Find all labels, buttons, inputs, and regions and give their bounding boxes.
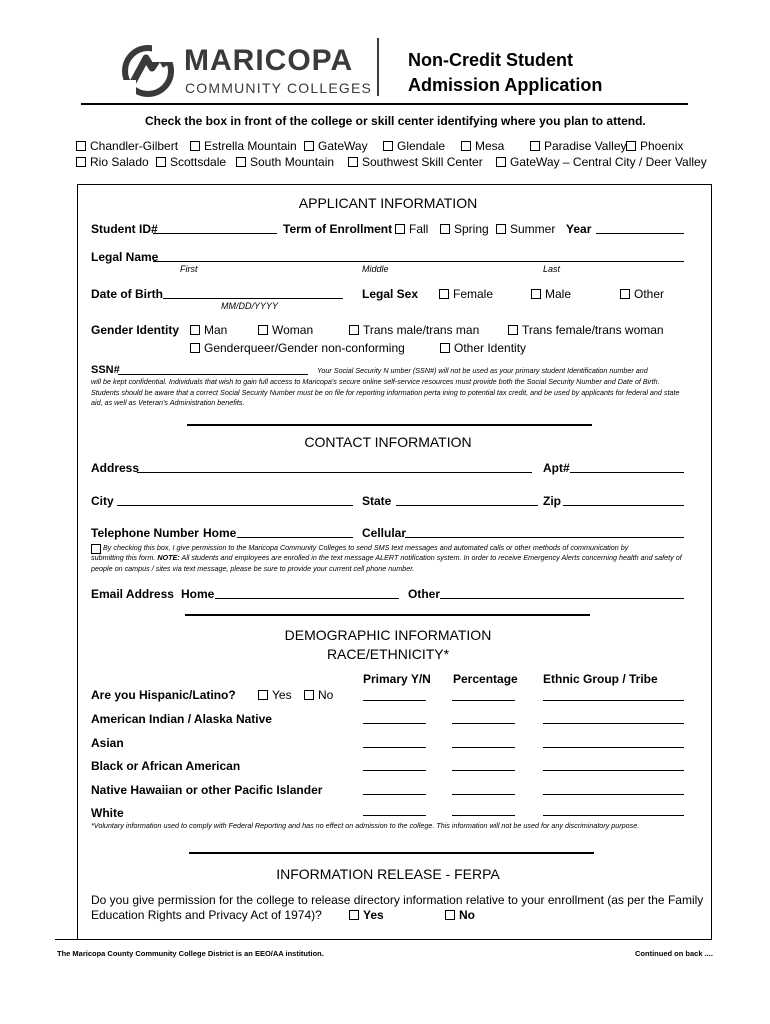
term-summer[interactable]: Summer (496, 222, 555, 236)
college-southwest-skill-center[interactable]: Southwest Skill Center (348, 155, 483, 169)
race-primary-field[interactable] (363, 815, 426, 816)
col-percentage: Percentage (453, 672, 518, 686)
checkbox-icon[interactable] (440, 343, 450, 353)
city-label: City (91, 494, 114, 508)
legal-name-field[interactable] (153, 261, 684, 262)
checkbox-icon[interactable] (156, 157, 166, 167)
checkbox-icon[interactable] (440, 224, 450, 234)
gender-trans-male[interactable]: Trans male/trans man (349, 323, 479, 337)
zip-field[interactable] (563, 505, 684, 506)
dob-format-caption: MM/DD/YYYY (221, 301, 279, 311)
header-divider (377, 38, 379, 96)
contact-demographic-divider (185, 614, 590, 616)
state-label: State (362, 494, 392, 508)
legal-name-label: Legal Name (91, 250, 159, 264)
college-chandler-gilbert[interactable]: Chandler-Gilbert (76, 139, 178, 153)
college-rio-salado[interactable]: Rio Salado (76, 155, 149, 169)
first-name-caption: First (180, 264, 198, 274)
college-south-mountain[interactable]: South Mountain (236, 155, 334, 169)
checkbox-icon[interactable] (395, 224, 405, 234)
checkbox-icon[interactable] (190, 325, 200, 335)
dob-field[interactable] (163, 298, 343, 299)
college-gateway[interactable]: GateWay (304, 139, 368, 153)
telephone-label: Telephone Number (91, 526, 199, 540)
col-ethnic: Ethnic Group / Tribe (543, 672, 658, 686)
sms-note-2: submitting this form. NOTE: All students and employees are enrolled in the text message ALERT notification system. In order to receive Emergency Alerts concerning health and safety of people on campus / sites via text message, please be sure to provide your current cell phone number. (91, 553, 682, 573)
apt-label: Apt# (543, 461, 570, 475)
checkbox-icon[interactable] (258, 690, 268, 700)
ferpa-question-line2: Education Rights and Privacy Act of 1974)? (91, 908, 322, 922)
footer-continued: Continued on back .... (635, 949, 713, 958)
checkbox-icon[interactable] (190, 141, 200, 151)
demographic-footnote: *Voluntary information used to comply with Federal Reporting and has no effect on admission to the college. This information will not be used for any discriminatory purpose. (91, 821, 640, 830)
hispanic-ethnic-field[interactable] (543, 700, 684, 701)
applicant-contact-divider (187, 424, 592, 426)
last-name-caption: Last (543, 264, 561, 274)
race-white: White (91, 806, 124, 820)
demographic-ferpa-divider (189, 852, 594, 854)
term-fall[interactable]: Fall (395, 222, 428, 236)
checkbox-icon[interactable] (439, 289, 449, 299)
address-label: Address (91, 461, 140, 475)
college-estrella-mountain[interactable]: Estrella Mountain (190, 139, 297, 153)
email-home-label: Home (181, 587, 215, 601)
race-asian: Asian (91, 736, 124, 750)
race-ethnicity-heading: RACE/ETHNICITY* (326, 646, 450, 662)
race-black: Black or African American (91, 759, 241, 773)
race-ethnic-field[interactable] (543, 794, 684, 795)
race-ethnic-field[interactable] (543, 747, 684, 748)
hispanic-primary-field[interactable] (363, 700, 426, 701)
telephone-home-field[interactable] (237, 537, 353, 538)
college-gateway-central-city[interactable]: GateWay – Central City / Deer Valley (496, 155, 707, 169)
cellular-label: Cellular (362, 526, 407, 540)
ferpa-no[interactable]: No (445, 908, 475, 922)
gender-identity-label: Gender Identity (91, 323, 180, 337)
checkbox-icon[interactable] (348, 157, 358, 167)
col-primary: Primary Y/N (363, 672, 431, 686)
college-scottsdale[interactable]: Scottsdale (156, 155, 226, 169)
race-ethnic-field[interactable] (543, 770, 684, 771)
hispanic-yes[interactable]: Yes (258, 688, 292, 702)
checkbox-icon[interactable] (76, 157, 86, 167)
checkbox-icon[interactable] (304, 141, 314, 151)
demographic-heading: DEMOGRAPHIC INFORMATION (284, 627, 492, 643)
checkbox-icon[interactable] (349, 325, 359, 335)
header-rule (81, 103, 688, 105)
email-other-field[interactable] (440, 598, 684, 599)
checkbox-icon[interactable] (530, 141, 540, 151)
form-title-line1: Non-Credit Student (408, 50, 573, 70)
email-label: Email Address (91, 587, 174, 601)
year-label: Year (566, 222, 592, 236)
race-ethnic-field[interactable] (543, 723, 684, 724)
student-id-label: Student ID# (91, 222, 158, 236)
checkbox-icon[interactable] (496, 157, 506, 167)
contact-heading: CONTACT INFORMATION (304, 434, 472, 450)
zip-label: Zip (543, 494, 561, 508)
checkbox-icon[interactable] (190, 343, 200, 353)
checkbox-icon[interactable] (258, 325, 268, 335)
checkbox-icon[interactable] (496, 224, 506, 234)
cellular-field[interactable] (405, 537, 684, 538)
dob-label: Date of Birth (91, 287, 163, 301)
race-percentage-field[interactable] (452, 770, 515, 771)
checkbox-icon[interactable] (626, 141, 636, 151)
ferpa-heading: INFORMATION RELEASE - FERPA (276, 866, 500, 882)
apt-field[interactable] (570, 472, 684, 473)
gender-genderqueer[interactable]: Genderqueer/Gender non-conforming (190, 341, 405, 355)
student-id-field[interactable] (153, 233, 277, 234)
college-paradise-valley[interactable]: Paradise Valley (530, 139, 627, 153)
footer-rule (55, 939, 711, 940)
checkbox-icon[interactable] (383, 141, 393, 151)
checkbox-icon[interactable] (620, 289, 630, 299)
applicant-heading: APPLICANT INFORMATION (298, 195, 478, 211)
year-field[interactable] (596, 233, 684, 234)
gender-woman[interactable]: Woman (258, 323, 313, 337)
hispanic-question: Are you Hispanic/Latino? (91, 688, 236, 702)
state-field[interactable] (396, 505, 538, 506)
race-primary-field[interactable] (363, 723, 426, 724)
race-percentage-field[interactable] (452, 747, 515, 748)
sex-female[interactable]: Female (439, 287, 493, 301)
term-label: Term of Enrollment (283, 222, 393, 236)
checkbox-icon[interactable] (461, 141, 471, 151)
race-native-hawaiian: Native Hawaiian or other Pacific Islander (91, 783, 323, 797)
sms-note-1: By checking this box, I give permission to the Maricopa Community Colleges to send SMS text messages and automated calls or other methods of communication by (103, 543, 629, 552)
checkbox-icon[interactable] (304, 690, 314, 700)
footer-eeo: The Maricopa County Community College District is an EEO/AA institution. (57, 949, 324, 958)
college-phoenix[interactable]: Phoenix (626, 139, 683, 153)
race-percentage-field[interactable] (452, 794, 515, 795)
ssn-label: SSN# (91, 364, 120, 376)
hispanic-percentage-field[interactable] (452, 700, 515, 701)
ferpa-yes[interactable]: Yes (349, 908, 384, 922)
gender-man[interactable]: Man (190, 323, 227, 337)
checkbox-icon[interactable] (349, 910, 359, 920)
email-home-field[interactable] (215, 598, 399, 599)
race-primary-field[interactable] (363, 770, 426, 771)
maricopa-logo-icon (122, 44, 174, 98)
checkbox-icon[interactable] (445, 910, 455, 920)
race-percentage-field[interactable] (452, 815, 515, 816)
form-title-line2: Admission Application (408, 75, 603, 95)
race-american-indian: American Indian / Alaska Native (91, 712, 272, 726)
sex-male[interactable]: Male (531, 287, 571, 301)
college-mesa[interactable]: Mesa (461, 139, 504, 153)
middle-name-caption: Middle (362, 264, 389, 274)
ssn-note-2: will be kept confidential. Individuals that wish to gain full access to Maricopa's secure online self-service resources must provide both the Social Security Number and Date of Birth. Students should be aware that a correct Social Security Number must be on file for reporting information perta ining to potential tax credit, and be used by applicants for federal and state aid, as well as Veteran's Administration benefits. (91, 377, 680, 407)
race-percentage-field[interactable] (452, 723, 515, 724)
gender-other-identity[interactable]: Other Identity (440, 341, 526, 355)
checkbox-icon[interactable] (76, 141, 86, 151)
ssn-field[interactable] (118, 374, 308, 375)
race-primary-field[interactable] (363, 794, 426, 795)
address-field[interactable] (137, 472, 532, 473)
hispanic-no[interactable]: No (304, 688, 333, 702)
telephone-home-label: Home (203, 526, 237, 540)
logo-name: MARICOPA (184, 44, 354, 77)
race-primary-field[interactable] (363, 747, 426, 748)
legal-sex-label: Legal Sex (362, 287, 419, 301)
city-field[interactable] (117, 505, 353, 506)
ssn-note-1: Your Social Security N umber (SSN#) will not be used as your primary student Identification number and (317, 366, 648, 375)
logo-subtitle: COMMUNITY COLLEGES (185, 80, 373, 96)
term-spring[interactable]: Spring (440, 222, 489, 236)
race-ethnic-field[interactable] (543, 815, 684, 816)
ferpa-question-line1: Do you give permission for the college to release directory information relative to your enrollment (as per the Family (91, 893, 704, 907)
checkbox-icon[interactable] (531, 289, 541, 299)
checkbox-icon[interactable] (508, 325, 518, 335)
sex-other[interactable]: Other (620, 287, 664, 301)
email-other-label: Other (408, 587, 441, 601)
checkbox-icon[interactable] (236, 157, 246, 167)
college-instruction: Check the box in front of the college or skill center identifying where you plan to attend. (145, 114, 646, 128)
gender-trans-female[interactable]: Trans female/trans woman (508, 323, 664, 337)
college-glendale[interactable]: Glendale (383, 139, 445, 153)
